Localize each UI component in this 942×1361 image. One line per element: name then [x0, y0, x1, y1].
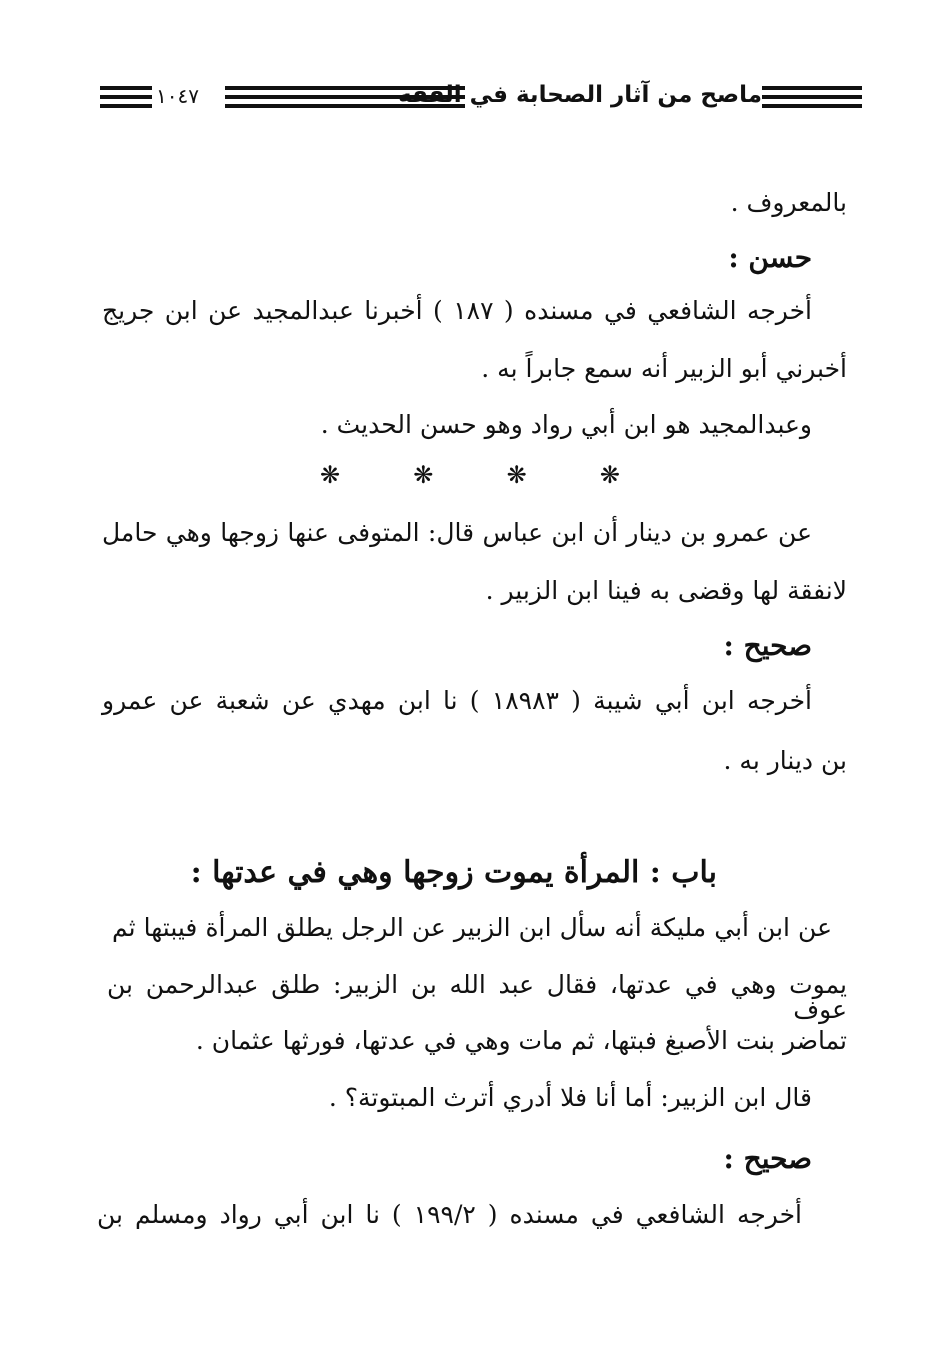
text-line: تماضر بنت الأصبغ فبتها، ثم مات وهي في عدتها، فورثها عثمان . — [195, 1026, 847, 1055]
text-line: عن ابن أبي مليكة أنه سأل ابن الزبير عن الرجل يطلق المرأة فيبتها ثم — [112, 913, 832, 942]
running-header — [100, 78, 870, 118]
text-line: أخبرني أبو الزبير أنه سمع جابراً به . — [481, 354, 847, 383]
separator-star: ❋ — [413, 461, 434, 489]
book-title: ماصح من آثار الصحابة في الفقه — [398, 82, 762, 108]
text-line: بن دينار به . — [723, 746, 847, 775]
grading-heading: صحيح : — [723, 629, 812, 662]
text-line: قال ابن الزبير: أما أنا فلا أدري أترث المبتوتة؟ . — [328, 1083, 812, 1112]
chapter-title: باب : المرأة يموت زوجها وهي في عدتها : — [190, 855, 717, 890]
text-line: وعبدالمجيد هو ابن أبي رواد وهو حسن الحديث . — [320, 410, 812, 439]
text-line: لانفقة لها وقضى به فينا ابن الزبير . — [485, 576, 847, 605]
separator-star: ❋ — [506, 461, 527, 489]
page-number: ١٠٤٧ — [156, 84, 199, 108]
text-line: بالمعروف . — [730, 188, 847, 217]
separator-star: ❋ — [599, 461, 620, 489]
text-line: أخرجه الشافعي في مسنده ( ١٨٧ ) أخبرنا عبدالمجيد عن ابن جريج — [102, 296, 812, 325]
text-line: أخرجه ابن أبي شيبة ( ١٨٩٨٣ ) نا ابن مهدي عن شعبة عن عمرو — [102, 686, 813, 715]
header-rule-left — [100, 86, 152, 113]
text-line: أخرجه الشافعي في مسنده ( ١٩٩/٢ ) نا ابن أبي رواد ومسلم بن — [97, 1200, 802, 1229]
separator-star: ❋ — [320, 461, 341, 489]
text-line: يموت وهي في عدتها، فقال عبد الله بن الزبير: طلق عبدالرحمن بن عوف — [107, 970, 847, 1024]
grading-heading: صحيح : — [723, 1142, 812, 1175]
header-rule-right — [762, 86, 862, 113]
grading-heading: حسن : — [728, 241, 812, 274]
text-line: عن عمرو بن دينار أن ابن عباس قال: المتوفى عنها زوجها وهي حامل — [102, 518, 812, 547]
section-separator — [320, 460, 620, 490]
